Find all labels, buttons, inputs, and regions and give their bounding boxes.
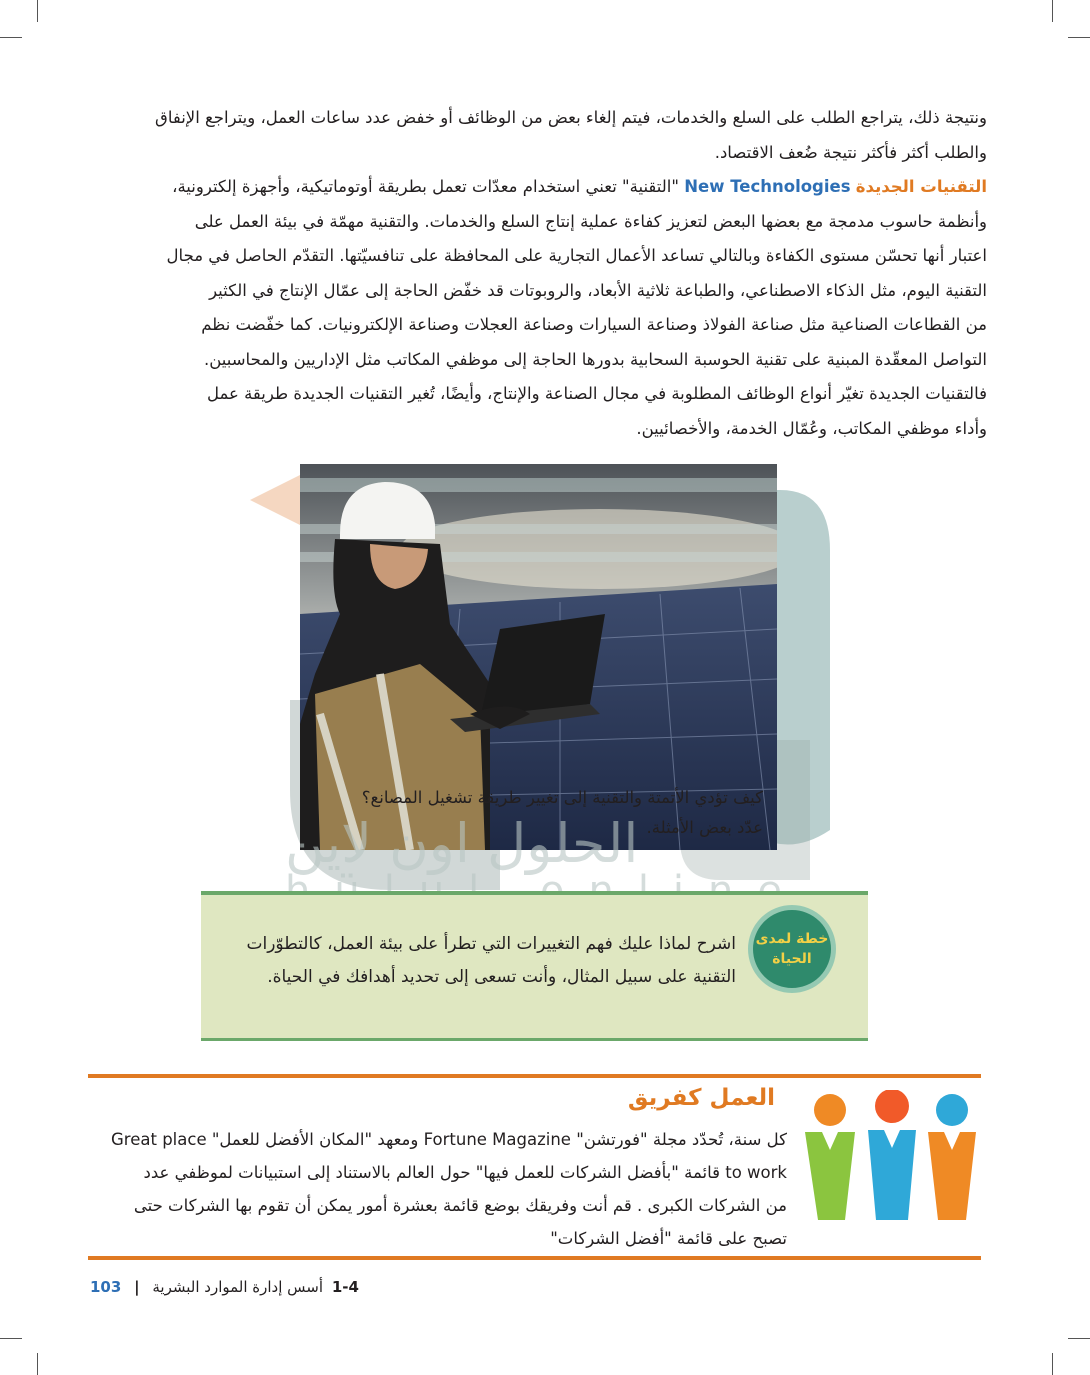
text-line: من القطاعات الصناعية مثل صناعة الفولاذ وصناعة السيارات وصناعة العجلات وصناعة الإلكترونيات. كما خفّضت نظم	[201, 315, 987, 334]
text-line: وأنظمة حاسوب مدمجة مع بعضها البعض لتعزيز كفاءة عملية إنتاج السلع والخدمات. والتقنية مهمّة في بيئة العمل على	[194, 211, 987, 231]
text-line: to work قائمة "بأفضل الشركات للعمل فيها" حول العالم بالاستناد إلى استبيانات لموظفي عدد	[143, 1163, 787, 1182]
text-line: التواصل المعقّدة المبنية على تقنية الحوسبة السحابية بدورها الحاجة إلى موظفي المكاتب مثل الإداريين والمحاسبين.	[203, 349, 987, 369]
watermark-text-arabic: الحلول اون لاين	[285, 812, 639, 875]
text-line	[90, 170, 987, 205]
life-plan-badge	[748, 905, 836, 993]
text-line: وأداء موظفي المكاتب، وعُمّال الخدمة، والأخصائيين.	[636, 418, 987, 438]
text-line: من الشركات الكبرى . قم أنت وفريقك بوضع قائمة بعشرة أمور يمكن أن تقوم بها الشركات حتى	[133, 1196, 787, 1215]
team-icon	[800, 1090, 980, 1225]
text-line: اعتبار أنها تحسّن مستوى الكفاءة وبالتالي تساعد الأعمال التجارية على المحافظة على تنافسيّتها. التقدّم الحاصل في مجال	[166, 246, 987, 265]
caption-line: عدّد بعض الأمثلة.	[646, 818, 763, 837]
crop-mark	[37, 1353, 38, 1375]
text-line: التقنية اليوم، مثل الذكاء الاصطناعي، والطباعة ثلاثية الأبعاد، والروبوتات قد خفّض الحاجة إلى عمّال الإنتاج في الكثير	[209, 280, 987, 300]
badge-line: خطة لمدى	[755, 931, 829, 947]
text-line: فالتقنيات الجديدة تغيّر أنواع الوظائف المطلوبة في مجال الصناعة والإنتاج، وأيضًا، تُغير التقنيات الجديدة طريقة عمل	[206, 384, 987, 403]
text-line: التقنية على سبيل المثال، وأنت تسعى إلى تحديد أهدافك في الحياة.	[267, 967, 736, 987]
life-plan-text	[216, 928, 736, 994]
page-footer	[90, 1278, 359, 1296]
section-rule-bottom	[88, 1256, 981, 1260]
chapter-number: 1-4	[331, 1278, 359, 1296]
teamwork-title: العمل كفريق	[627, 1085, 775, 1111]
crop-mark	[0, 1338, 22, 1339]
technologies-paragraph	[90, 170, 987, 446]
text-line: والطلب أكثر فأكثر نتيجة ضُعف الاقتصاد.	[714, 142, 987, 162]
text-line: اشرح لماذا عليك فهم التغييرات التي تطرأ على بيئة العمل، كالتطوّرات	[246, 934, 736, 954]
crop-mark	[1068, 37, 1090, 38]
footer-separator: |	[134, 1278, 140, 1296]
crop-mark	[0, 37, 22, 38]
intro-paragraph	[90, 101, 987, 170]
text-segment: "التقنية" تعني استخدام معدّات تعمل بطريقة أوتوماتيكية، وأجهزة إلكترونية،	[172, 177, 685, 196]
text-line: ونتيجة ذلك، يتراجع الطلب على السلع والخدمات، فيتم إلغاء بعض من الوظائف أو خفض عدد ساعات العمل، ويتراجع الإنفاق	[155, 108, 987, 127]
text-line: كل سنة، تُحدّد مجلة "فورتشن" Fortune Magazine ومعهد "المكان الأفضل للعمل" Great place	[111, 1130, 787, 1149]
crop-mark	[1052, 1353, 1053, 1375]
keyword: التقنيات الجديدة	[855, 177, 987, 196]
page-number: 103	[90, 1278, 122, 1296]
english-term: New Technologies	[684, 177, 851, 196]
teamwork-text	[90, 1123, 787, 1255]
crop-mark	[1052, 0, 1053, 22]
section-rule-top	[88, 1074, 981, 1078]
crop-mark	[1068, 1338, 1090, 1339]
crop-mark	[37, 0, 38, 22]
caption-line: كيف تؤدي الأتمتة والتقنية إلى تغيير طريقة تشغيل المصانع؟	[361, 788, 763, 807]
text-line: تصبح على قائمة "أفضل الشركات"	[550, 1229, 787, 1248]
badge-line: الحياة	[772, 951, 812, 967]
chapter-title: أسس إدارة الموارد البشرية	[152, 1278, 324, 1296]
